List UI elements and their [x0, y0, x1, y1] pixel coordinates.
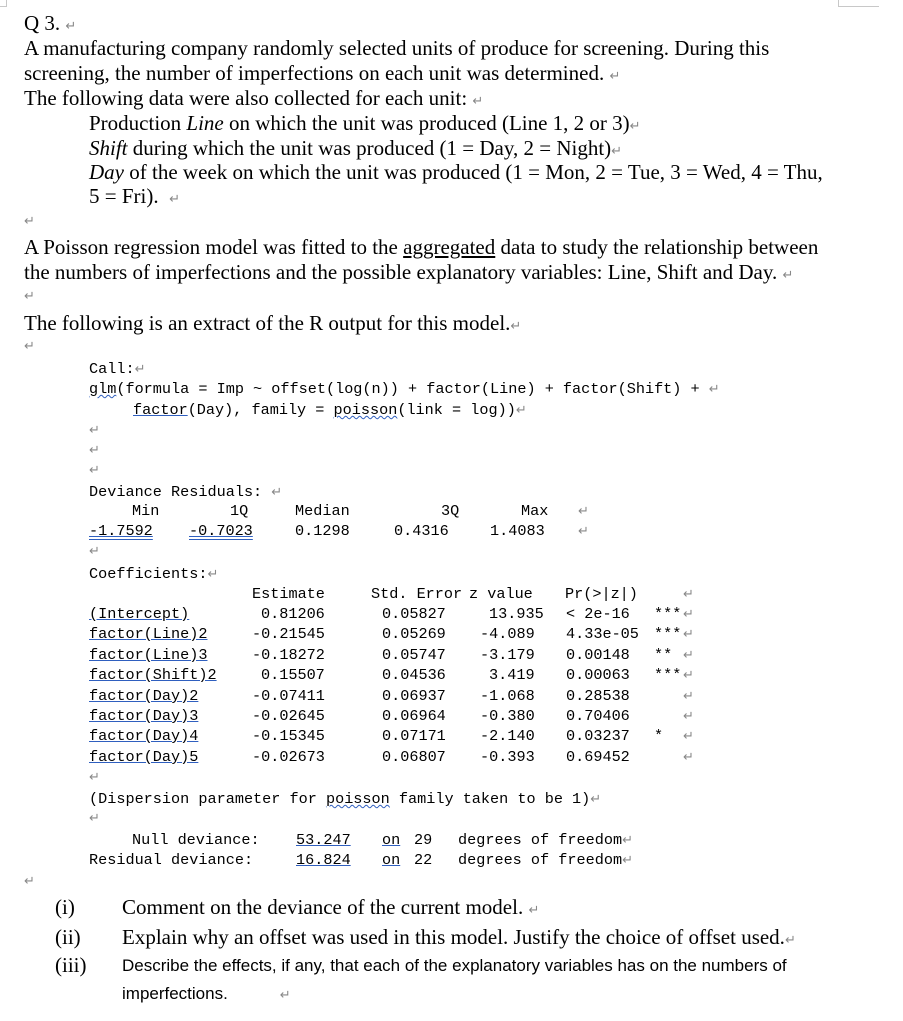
resid-header: Median — [295, 502, 350, 520]
coef-estimate: 0.15507 — [261, 666, 325, 684]
null-deviance-on: on — [382, 831, 401, 849]
coef-header-z: z value — [469, 585, 533, 603]
coef-name: (Intercept) — [89, 605, 190, 623]
question-number: (ii) — [55, 925, 81, 949]
coef-estimate: -0.21545 — [252, 625, 325, 643]
coef-header-se: Std. Error — [371, 585, 463, 603]
model-text-line-1: A Poisson regression model was fitted to the aggregated data to study the relationship between — [24, 235, 819, 259]
coef-name: factor(Day)2 — [89, 687, 199, 705]
residual-deviance-label: Residual deviance: — [89, 851, 254, 869]
resid-header: Min — [132, 502, 160, 520]
coef-z-value: 13.935 — [489, 605, 544, 623]
coef-p-value: 0.03237 — [566, 727, 630, 745]
residual-deviance-df: 22 — [414, 851, 433, 869]
coefficients-label: Coefficients:↵ — [89, 565, 219, 583]
resid-min: -1.7592 — [89, 522, 153, 540]
resid-1q: -0.7023 — [189, 522, 253, 540]
coef-estimate: -0.15345 — [252, 727, 325, 745]
resid-header: 3Q — [441, 502, 460, 520]
coef-z-value: 3.419 — [489, 666, 535, 684]
coef-significance: *** — [654, 625, 682, 643]
coef-p-value: 0.69452 — [566, 748, 630, 766]
paragraph-mark: ↵ — [89, 443, 100, 458]
paragraph-mark: ↵ — [24, 874, 35, 889]
coef-z-value: -3.179 — [480, 646, 535, 664]
resid-value: 0.4316 — [394, 522, 449, 540]
coef-p-value: 4.33e-05 — [566, 625, 639, 643]
coef-significance: * — [654, 727, 664, 745]
paragraph-mark: ↵ — [89, 770, 100, 785]
intro-line-1: A manufacturing company randomly selected units of produce for screening. During this — [24, 36, 770, 60]
paragraph-mark: ↵ — [683, 668, 694, 683]
paragraph-mark: ↵ — [683, 689, 694, 704]
coef-z-value: -4.089 — [480, 625, 535, 643]
paragraph-mark: ↵ — [683, 648, 694, 663]
resid-value — [89, 524, 153, 539]
r-call-line-1: glm(formula = Imp ~ offset(log(n)) + factor(Line) + factor(Shift) + ↵ — [89, 380, 720, 398]
paragraph-mark: ↵ — [578, 524, 589, 539]
coef-significance: *** — [654, 666, 682, 684]
null-deviance-label: Null deviance: — [132, 831, 260, 849]
coef-z-value: -1.068 — [480, 687, 535, 705]
coef-p-value: 0.70406 — [566, 707, 630, 725]
null-deviance-df: 29 — [414, 831, 433, 849]
coef-estimate: -0.18272 — [252, 646, 325, 664]
coef-name: factor(Line)2 — [89, 625, 208, 643]
coef-p-value: 0.28538 — [566, 687, 630, 705]
coef-significance: ** — [654, 646, 673, 664]
coef-estimate: 0.81206 — [261, 605, 325, 623]
paragraph-mark: ↵ — [24, 214, 35, 229]
variable-day-cont: 5 = Fri). ↵ — [89, 184, 180, 208]
paragraph-mark: ↵ — [89, 544, 100, 559]
intro-line-3: The following data were also collected for each unit: ↵ — [24, 86, 484, 110]
variable-day: Day of the week on which the unit was produced (1 = Mon, 2 = Tue, 3 = Wed, 4 = Thu, — [89, 160, 823, 184]
question-number: (i) — [55, 895, 75, 919]
question-text: Explain why an offset was used in this model. Justify the choice of offset used.↵ — [122, 925, 796, 949]
null-deviance-dof: degrees of freedom↵ — [458, 831, 633, 849]
coef-p-value: 0.00148 — [566, 646, 630, 664]
residual-deviance-value: 16.824 — [296, 851, 351, 869]
coef-significance: *** — [654, 605, 682, 623]
paragraph-mark: ↵ — [89, 463, 100, 478]
model-text-line-2: the numbers of imperfections and the possible explanatory variables: Line, Shift and Day. ↵ — [24, 260, 794, 284]
coef-z-value: -2.140 — [480, 727, 535, 745]
coef-z-value: -0.393 — [480, 748, 535, 766]
resid-value — [189, 524, 253, 539]
paragraph-mark: ↵ — [683, 729, 694, 744]
coef-name: factor(Day)5 — [89, 748, 199, 766]
variable-shift: Shift during which the unit was produced (1 = Day, 2 = Night)↵ — [89, 136, 623, 160]
coef-estimate: -0.02673 — [252, 748, 325, 766]
coef-p-value: < 2e-16 — [566, 605, 630, 623]
r-call-line-2: factor(Day), family = poisson(link = log))↵ — [133, 401, 527, 419]
question-number: Q 3. ↵ — [24, 11, 77, 35]
residual-deviance-dof: degrees of freedom↵ — [458, 851, 633, 869]
resid-header: 1Q — [230, 502, 249, 520]
paragraph-mark: ↵ — [683, 750, 694, 765]
coef-std-error: 0.06964 — [382, 707, 446, 725]
paragraph-mark: ↵ — [89, 811, 100, 826]
extract-intro: The following is an extract of the R output for this model.↵ — [24, 311, 522, 335]
coef-name: factor(Day)3 — [89, 707, 199, 725]
r-call-label: Call:↵ — [89, 360, 146, 378]
page-corner-mark-right — [838, 0, 879, 7]
paragraph-mark: ↵ — [683, 587, 694, 602]
coef-name: factor(Day)4 — [89, 727, 199, 745]
resid-header: Max — [521, 502, 549, 520]
null-deviance-value: 53.247 — [296, 831, 351, 849]
coef-std-error: 0.05827 — [382, 605, 446, 623]
coef-p-value: 0.00063 — [566, 666, 630, 684]
resid-value: 1.4083 — [490, 522, 545, 540]
question-text: Comment on the deviance of the current model. ↵ — [122, 895, 540, 919]
coef-header-p: Pr(>|z|) — [565, 585, 638, 603]
coef-z-value: -0.380 — [480, 707, 535, 725]
paragraph-mark: ↵ — [683, 709, 694, 724]
paragraph-mark: ↵ — [683, 627, 694, 642]
intro-line-2: screening, the number of imperfections on each unit was determined. ↵ — [24, 61, 621, 85]
resid-value: 0.1298 — [295, 522, 350, 540]
paragraph-mark: ↵ — [578, 504, 589, 519]
question-text: Describe the effects, if any, that each of the explanatory variables has on the numbers of — [122, 956, 787, 975]
coef-header-estimate: Estimate — [252, 585, 325, 603]
coef-std-error: 0.05269 — [382, 625, 446, 643]
coef-name: factor(Line)3 — [89, 646, 208, 664]
variable-line: Production Line on which the unit was produced (Line 1, 2 or 3)↵ — [89, 111, 641, 135]
dispersion-line: (Dispersion parameter for poisson family taken to be 1)↵ — [89, 790, 602, 808]
coef-std-error: 0.06937 — [382, 687, 446, 705]
coef-std-error: 0.07171 — [382, 727, 446, 745]
page-corner-mark-left — [0, 0, 7, 7]
coef-name: factor(Shift)2 — [89, 666, 217, 684]
question-number: (iii) — [55, 953, 87, 977]
residual-deviance-on: on — [382, 851, 401, 869]
paragraph-mark: ↵ — [89, 423, 100, 438]
coef-std-error: 0.06807 — [382, 748, 446, 766]
paragraph-mark: ↵ — [683, 607, 694, 622]
coef-estimate: -0.02645 — [252, 707, 325, 725]
question-text-cont: imperfections. ↵ — [122, 984, 291, 1003]
paragraph-mark: ↵ — [24, 339, 35, 354]
coef-std-error: 0.05747 — [382, 646, 446, 664]
deviance-residuals-label: Deviance Residuals: ↵ — [89, 483, 283, 501]
coef-estimate: -0.07411 — [252, 687, 325, 705]
coef-std-error: 0.04536 — [382, 666, 446, 684]
paragraph-mark: ↵ — [24, 289, 35, 304]
